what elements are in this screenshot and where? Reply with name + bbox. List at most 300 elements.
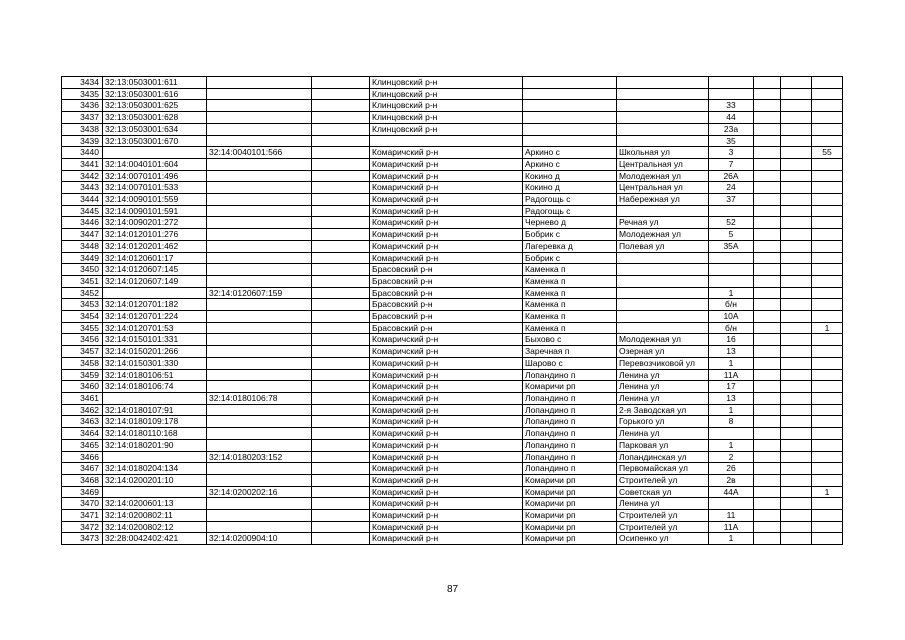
extra-cell-1 bbox=[754, 217, 781, 229]
alt-cadastral-number-cell bbox=[207, 88, 312, 100]
extra-cell-1 bbox=[754, 229, 781, 241]
extra-cell-1 bbox=[754, 182, 781, 194]
cadastral-number-cell: 32:14:0200802:11 bbox=[103, 510, 207, 522]
cadastral-number-cell: 32:14:0040101:604 bbox=[103, 158, 207, 170]
settlement-cell bbox=[523, 112, 617, 124]
district-cell: Комаричский р-н bbox=[370, 240, 523, 252]
cadastral-number-cell: 32:14:0150101:331 bbox=[103, 334, 207, 346]
settlement-cell: Каменка п bbox=[523, 299, 617, 311]
district-cell: Клинцовский р-н bbox=[370, 112, 523, 124]
alt-cadastral-number-cell bbox=[207, 252, 312, 264]
extra-cell-3 bbox=[812, 182, 843, 194]
district-cell: Комаричский р-н bbox=[370, 451, 523, 463]
extra-cell-2 bbox=[781, 217, 812, 229]
extra-cell-2 bbox=[781, 205, 812, 217]
alt-cadastral-number-cell bbox=[207, 158, 312, 170]
house-number-cell bbox=[709, 275, 754, 287]
settlement-cell: Лопандино п bbox=[523, 451, 617, 463]
settlement-cell: Комаричи рп bbox=[523, 533, 617, 545]
cadastral-number-cell: 32:14:0090101:591 bbox=[103, 205, 207, 217]
row-number-cell: 3446 bbox=[62, 217, 103, 229]
row-number-cell: 3464 bbox=[62, 428, 103, 440]
table-row bbox=[62, 463, 843, 475]
cadastral-number-cell: 32:14:0120601:17 bbox=[103, 252, 207, 264]
street-cell: Первомайская ул bbox=[617, 463, 709, 475]
district-cell: Брасовский р-н bbox=[370, 311, 523, 323]
settlement-cell: Каменка п bbox=[523, 311, 617, 323]
extra-cell-2 bbox=[781, 311, 812, 323]
settlement-cell: Лопандино п bbox=[523, 404, 617, 416]
row-number-cell: 3470 bbox=[62, 498, 103, 510]
cadastral-number-cell: 32:14:0120201:462 bbox=[103, 240, 207, 252]
house-number-cell bbox=[709, 88, 754, 100]
extra-cell-1 bbox=[754, 275, 781, 287]
table-row bbox=[62, 112, 843, 124]
extra-cell-2 bbox=[781, 147, 812, 159]
cadastral-number-cell: 32:14:0120701:53 bbox=[103, 322, 207, 334]
row-number-cell: 3462 bbox=[62, 404, 103, 416]
extra-cell-3 bbox=[812, 369, 843, 381]
extra-cell-2 bbox=[781, 381, 812, 393]
blank-cell bbox=[312, 123, 370, 135]
extra-cell-2 bbox=[781, 521, 812, 533]
cadastral-number-cell: 32:14:0070101:496 bbox=[103, 170, 207, 182]
table-row bbox=[62, 346, 843, 358]
extra-cell-2 bbox=[781, 182, 812, 194]
district-cell: Комаричский р-н bbox=[370, 521, 523, 533]
district-cell: Комаричский р-н bbox=[370, 392, 523, 404]
house-number-cell: 8 bbox=[709, 416, 754, 428]
extra-cell-3 bbox=[812, 510, 843, 522]
table-row bbox=[62, 275, 843, 287]
house-number-cell: 11 bbox=[709, 510, 754, 522]
extra-cell-2 bbox=[781, 322, 812, 334]
alt-cadastral-number-cell: 32:14:0200202:16 bbox=[207, 486, 312, 498]
house-number-cell: 1 bbox=[709, 357, 754, 369]
house-number-cell bbox=[709, 252, 754, 264]
blank-cell bbox=[312, 392, 370, 404]
cadastral-number-cell: 32:14:0150201:266 bbox=[103, 346, 207, 358]
row-number-cell: 3459 bbox=[62, 369, 103, 381]
blank-cell bbox=[312, 158, 370, 170]
extra-cell-2 bbox=[781, 416, 812, 428]
table-row bbox=[62, 264, 843, 276]
blank-cell bbox=[312, 299, 370, 311]
settlement-cell: Каменка п bbox=[523, 275, 617, 287]
extra-cell-1 bbox=[754, 439, 781, 451]
cadastral-number-cell bbox=[103, 147, 207, 159]
district-cell: Брасовский р-н bbox=[370, 322, 523, 334]
table-row bbox=[62, 299, 843, 311]
page-number: 87 bbox=[446, 584, 459, 595]
street-cell bbox=[617, 252, 709, 264]
cadastral-number-cell: 32:13:0503001:611 bbox=[103, 77, 207, 89]
house-number-cell: 16 bbox=[709, 334, 754, 346]
settlement-cell bbox=[523, 123, 617, 135]
table-row bbox=[62, 100, 843, 112]
extra-cell-3 bbox=[812, 346, 843, 358]
blank-cell bbox=[312, 334, 370, 346]
extra-cell-2 bbox=[781, 451, 812, 463]
blank-cell bbox=[312, 252, 370, 264]
table-row bbox=[62, 77, 843, 89]
blank-cell bbox=[312, 194, 370, 206]
table-row bbox=[62, 205, 843, 217]
alt-cadastral-number-cell bbox=[207, 498, 312, 510]
table-row bbox=[62, 194, 843, 206]
house-number-cell: 24 bbox=[709, 182, 754, 194]
table-row bbox=[62, 533, 843, 545]
street-cell: Горького ул bbox=[617, 416, 709, 428]
alt-cadastral-number-cell bbox=[207, 334, 312, 346]
alt-cadastral-number-cell bbox=[207, 322, 312, 334]
extra-cell-2 bbox=[781, 158, 812, 170]
district-cell: Брасовский р-н bbox=[370, 264, 523, 276]
extra-cell-1 bbox=[754, 521, 781, 533]
table-row bbox=[62, 182, 843, 194]
alt-cadastral-number-cell: 32:14:0040101:566 bbox=[207, 147, 312, 159]
street-cell bbox=[617, 123, 709, 135]
settlement-cell: Радогощь с bbox=[523, 194, 617, 206]
settlement-cell: Лопандино п bbox=[523, 463, 617, 475]
alt-cadastral-number-cell bbox=[207, 100, 312, 112]
settlement-cell: Заречная п bbox=[523, 346, 617, 358]
street-cell: Ленина ул bbox=[617, 381, 709, 393]
extra-cell-2 bbox=[781, 498, 812, 510]
extra-cell-1 bbox=[754, 112, 781, 124]
street-cell: Строителей ул bbox=[617, 510, 709, 522]
extra-cell-2 bbox=[781, 287, 812, 299]
cadastral-number-cell: 32:14:0180106:51 bbox=[103, 369, 207, 381]
street-cell: Осипенко ул bbox=[617, 533, 709, 545]
cadastral-number-cell: 32:13:0503001:670 bbox=[103, 135, 207, 147]
extra-cell-3 bbox=[812, 88, 843, 100]
extra-cell-2 bbox=[781, 240, 812, 252]
table-row bbox=[62, 217, 843, 229]
extra-cell-3 bbox=[812, 533, 843, 545]
extra-cell-3 bbox=[812, 392, 843, 404]
extra-cell-1 bbox=[754, 498, 781, 510]
extra-cell-1 bbox=[754, 158, 781, 170]
street-cell bbox=[617, 112, 709, 124]
alt-cadastral-number-cell bbox=[207, 77, 312, 89]
table-row bbox=[62, 357, 843, 369]
extra-cell-1 bbox=[754, 252, 781, 264]
extra-cell-3 bbox=[812, 264, 843, 276]
district-cell: Брасовский р-н bbox=[370, 287, 523, 299]
cadastral-number-cell: 32:14:0090101:559 bbox=[103, 194, 207, 206]
house-number-cell: 35А bbox=[709, 240, 754, 252]
district-cell bbox=[370, 135, 523, 147]
table-row bbox=[62, 135, 843, 147]
house-number-cell: 23а bbox=[709, 123, 754, 135]
extra-cell-3 bbox=[812, 428, 843, 440]
house-number-cell: 26 bbox=[709, 463, 754, 475]
extra-cell-3 bbox=[812, 357, 843, 369]
cadastral-number-cell: 32:14:0070101:533 bbox=[103, 182, 207, 194]
extra-cell-3 bbox=[812, 521, 843, 533]
district-cell: Комаричский р-н bbox=[370, 147, 523, 159]
extra-cell-1 bbox=[754, 451, 781, 463]
extra-cell-3 bbox=[812, 170, 843, 182]
blank-cell bbox=[312, 217, 370, 229]
blank-cell bbox=[312, 474, 370, 486]
alt-cadastral-number-cell bbox=[207, 463, 312, 475]
district-cell: Клинцовский р-н bbox=[370, 77, 523, 89]
blank-cell bbox=[312, 88, 370, 100]
blank-cell bbox=[312, 451, 370, 463]
street-cell bbox=[617, 135, 709, 147]
extra-cell-3 bbox=[812, 205, 843, 217]
blank-cell bbox=[312, 264, 370, 276]
extra-cell-3 bbox=[812, 451, 843, 463]
extra-cell-1 bbox=[754, 404, 781, 416]
district-cell: Брасовский р-н bbox=[370, 299, 523, 311]
house-number-cell: 10А bbox=[709, 311, 754, 323]
row-number-cell: 3454 bbox=[62, 311, 103, 323]
extra-cell-2 bbox=[781, 346, 812, 358]
alt-cadastral-number-cell bbox=[207, 205, 312, 217]
extra-cell-2 bbox=[781, 334, 812, 346]
extra-cell-1 bbox=[754, 77, 781, 89]
house-number-cell: 1 bbox=[709, 439, 754, 451]
cadastral-number-cell: 32:14:0120607:145 bbox=[103, 264, 207, 276]
row-number-cell: 3449 bbox=[62, 252, 103, 264]
extra-cell-1 bbox=[754, 463, 781, 475]
extra-cell-2 bbox=[781, 299, 812, 311]
row-number-cell: 3467 bbox=[62, 463, 103, 475]
street-cell: Молодежная ул bbox=[617, 229, 709, 241]
extra-cell-3: 1 bbox=[812, 322, 843, 334]
house-number-cell: 3 bbox=[709, 147, 754, 159]
extra-cell-3 bbox=[812, 381, 843, 393]
row-number-cell: 3458 bbox=[62, 357, 103, 369]
district-cell: Брасовский р-н bbox=[370, 275, 523, 287]
alt-cadastral-number-cell bbox=[207, 264, 312, 276]
district-cell: Комаричский р-н bbox=[370, 346, 523, 358]
blank-cell bbox=[312, 498, 370, 510]
house-number-cell: 11А bbox=[709, 521, 754, 533]
house-number-cell bbox=[709, 428, 754, 440]
cadastral-number-cell bbox=[103, 486, 207, 498]
extra-cell-3 bbox=[812, 158, 843, 170]
row-number-cell: 3471 bbox=[62, 510, 103, 522]
table-row bbox=[62, 287, 843, 299]
house-number-cell: 35 bbox=[709, 135, 754, 147]
district-cell: Комаричский р-н bbox=[370, 510, 523, 522]
street-cell bbox=[617, 299, 709, 311]
table-row bbox=[62, 158, 843, 170]
row-number-cell: 3455 bbox=[62, 322, 103, 334]
table-row bbox=[62, 240, 843, 252]
alt-cadastral-number-cell: 32:14:0200904:10 bbox=[207, 533, 312, 545]
row-number-cell: 3465 bbox=[62, 439, 103, 451]
extra-cell-3 bbox=[812, 100, 843, 112]
extra-cell-1 bbox=[754, 392, 781, 404]
blank-cell bbox=[312, 205, 370, 217]
district-cell: Комаричский р-н bbox=[370, 416, 523, 428]
blank-cell bbox=[312, 428, 370, 440]
street-cell bbox=[617, 77, 709, 89]
extra-cell-3 bbox=[812, 287, 843, 299]
district-cell: Комаричский р-н bbox=[370, 194, 523, 206]
district-cell: Комаричский р-н bbox=[370, 182, 523, 194]
street-cell: Лопандинская ул bbox=[617, 451, 709, 463]
settlement-cell: Шарово с bbox=[523, 357, 617, 369]
extra-cell-2 bbox=[781, 252, 812, 264]
district-cell: Комаричский р-н bbox=[370, 533, 523, 545]
street-cell bbox=[617, 322, 709, 334]
row-number-cell: 3463 bbox=[62, 416, 103, 428]
house-number-cell: 44А bbox=[709, 486, 754, 498]
house-number-cell: 7 bbox=[709, 158, 754, 170]
alt-cadastral-number-cell bbox=[207, 112, 312, 124]
house-number-cell: б/н bbox=[709, 299, 754, 311]
extra-cell-1 bbox=[754, 381, 781, 393]
cadastral-number-cell: 32:28:0042402:421 bbox=[103, 533, 207, 545]
table-row bbox=[62, 381, 843, 393]
extra-cell-2 bbox=[781, 533, 812, 545]
settlement-cell: Комаричи рп bbox=[523, 521, 617, 533]
street-cell bbox=[617, 100, 709, 112]
cadastral-number-cell bbox=[103, 392, 207, 404]
house-number-cell: б/н bbox=[709, 322, 754, 334]
cadastral-number-cell bbox=[103, 451, 207, 463]
extra-cell-3 bbox=[812, 252, 843, 264]
extra-cell-3 bbox=[812, 474, 843, 486]
extra-cell-2 bbox=[781, 100, 812, 112]
table-row bbox=[62, 322, 843, 334]
district-cell: Комаричский р-н bbox=[370, 463, 523, 475]
house-number-cell: 13 bbox=[709, 346, 754, 358]
extra-cell-3 bbox=[812, 77, 843, 89]
blank-cell bbox=[312, 521, 370, 533]
table-row bbox=[62, 147, 843, 159]
extra-cell-2 bbox=[781, 264, 812, 276]
settlement-cell bbox=[523, 77, 617, 89]
street-cell: Строителей ул bbox=[617, 474, 709, 486]
alt-cadastral-number-cell bbox=[207, 474, 312, 486]
alt-cadastral-number-cell bbox=[207, 404, 312, 416]
row-number-cell: 3448 bbox=[62, 240, 103, 252]
house-number-cell: 1 bbox=[709, 533, 754, 545]
street-cell bbox=[617, 287, 709, 299]
street-cell bbox=[617, 311, 709, 323]
extra-cell-2 bbox=[781, 170, 812, 182]
row-number-cell: 3469 bbox=[62, 486, 103, 498]
cadastral-number-cell: 32:14:0150301:330 bbox=[103, 357, 207, 369]
alt-cadastral-number-cell bbox=[207, 170, 312, 182]
extra-cell-1 bbox=[754, 100, 781, 112]
blank-cell bbox=[312, 311, 370, 323]
extra-cell-2 bbox=[781, 428, 812, 440]
settlement-cell: Чернево д bbox=[523, 217, 617, 229]
blank-cell bbox=[312, 322, 370, 334]
alt-cadastral-number-cell bbox=[207, 346, 312, 358]
alt-cadastral-number-cell bbox=[207, 217, 312, 229]
row-number-cell: 3442 bbox=[62, 170, 103, 182]
blank-cell bbox=[312, 77, 370, 89]
settlement-cell: Бобрик с bbox=[523, 229, 617, 241]
house-number-cell: 5 bbox=[709, 229, 754, 241]
settlement-cell: Аркино с bbox=[523, 147, 617, 159]
extra-cell-2 bbox=[781, 474, 812, 486]
table-row bbox=[62, 486, 843, 498]
extra-cell-2 bbox=[781, 369, 812, 381]
cadastral-number-cell: 32:14:0120701:182 bbox=[103, 299, 207, 311]
extra-cell-3 bbox=[812, 194, 843, 206]
table-row bbox=[62, 521, 843, 533]
district-cell: Клинцовский р-н bbox=[370, 88, 523, 100]
extra-cell-1 bbox=[754, 369, 781, 381]
blank-cell bbox=[312, 346, 370, 358]
extra-cell-2 bbox=[781, 439, 812, 451]
extra-cell-3 bbox=[812, 463, 843, 475]
row-number-cell: 3434 bbox=[62, 77, 103, 89]
row-number-cell: 3456 bbox=[62, 334, 103, 346]
street-cell bbox=[617, 275, 709, 287]
row-number-cell: 3457 bbox=[62, 346, 103, 358]
cadastral-number-cell: 32:14:0180110:168 bbox=[103, 428, 207, 440]
extra-cell-1 bbox=[754, 346, 781, 358]
extra-cell-3 bbox=[812, 112, 843, 124]
cadastral-number-cell: 32:13:0503001:628 bbox=[103, 112, 207, 124]
extra-cell-1 bbox=[754, 264, 781, 276]
extra-cell-3 bbox=[812, 299, 843, 311]
row-number-cell: 3444 bbox=[62, 194, 103, 206]
blank-cell bbox=[312, 381, 370, 393]
table-row bbox=[62, 428, 843, 440]
house-number-cell: 33 bbox=[709, 100, 754, 112]
house-number-cell: 52 bbox=[709, 217, 754, 229]
table-row bbox=[62, 451, 843, 463]
house-number-cell bbox=[709, 264, 754, 276]
district-cell: Комаричский р-н bbox=[370, 229, 523, 241]
extra-cell-1 bbox=[754, 287, 781, 299]
alt-cadastral-number-cell bbox=[207, 311, 312, 323]
cadastral-number-cell: 32:14:0200802:12 bbox=[103, 521, 207, 533]
extra-cell-1 bbox=[754, 205, 781, 217]
settlement-cell: Каменка п bbox=[523, 287, 617, 299]
settlement-cell: Каменка п bbox=[523, 264, 617, 276]
cadastral-number-cell: 32:14:0120701:224 bbox=[103, 311, 207, 323]
street-cell: Полевая ул bbox=[617, 240, 709, 252]
row-number-cell: 3447 bbox=[62, 229, 103, 241]
table-row bbox=[62, 404, 843, 416]
row-number-cell: 3436 bbox=[62, 100, 103, 112]
settlement-cell: Лагеревка д bbox=[523, 240, 617, 252]
settlement-cell bbox=[523, 88, 617, 100]
district-cell: Комаричский р-н bbox=[370, 404, 523, 416]
extra-cell-3 bbox=[812, 275, 843, 287]
table-row bbox=[62, 229, 843, 241]
table-row bbox=[62, 334, 843, 346]
street-cell: Советская ул bbox=[617, 486, 709, 498]
table-row bbox=[62, 88, 843, 100]
street-cell: Центральная ул bbox=[617, 182, 709, 194]
settlement-cell: Лопандино п bbox=[523, 369, 617, 381]
row-number-cell: 3461 bbox=[62, 392, 103, 404]
alt-cadastral-number-cell bbox=[207, 182, 312, 194]
house-number-cell: 37 bbox=[709, 194, 754, 206]
street-cell bbox=[617, 205, 709, 217]
row-number-cell: 3450 bbox=[62, 264, 103, 276]
blank-cell bbox=[312, 229, 370, 241]
street-cell: Ленина ул bbox=[617, 369, 709, 381]
cadastral-number-cell: 32:14:0180109:178 bbox=[103, 416, 207, 428]
settlement-cell: Бобрик с bbox=[523, 252, 617, 264]
blank-cell bbox=[312, 170, 370, 182]
